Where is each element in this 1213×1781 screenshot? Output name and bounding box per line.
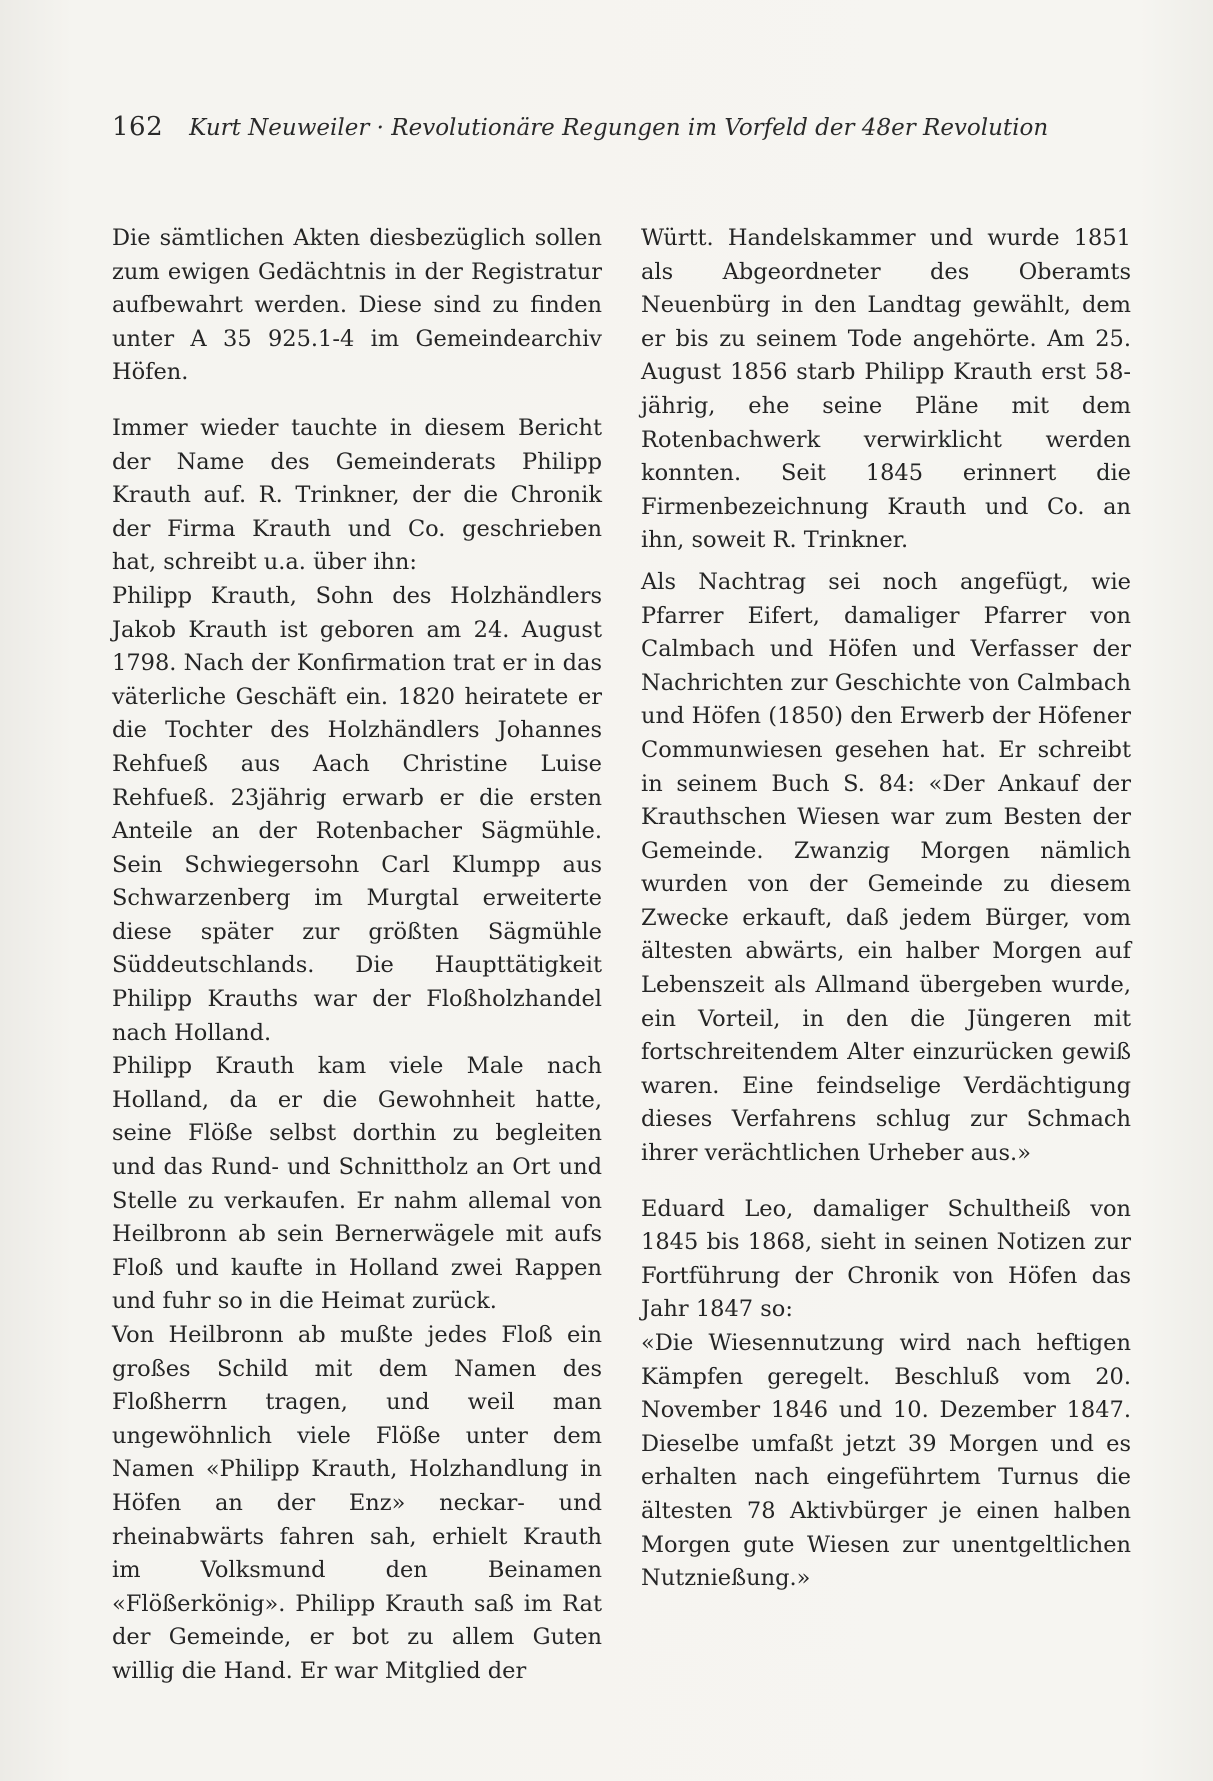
paragraph: «Die Wiesennutzung wird nach heftigen Kämpfen geregelt. Beschluß vom 20. November 1846 und 10. Dezember 1847. Dieselbe umfaßt jetzt 39 Morgen und es erhalten nach eingeführtem Turnus die ältesten 78 Aktivbürger je einen halben Morgen gute Wiesen zur unentgeltlichen Nutznießung.» [641,1330,1131,1592]
paragraph: Eduard Leo, damaliger Schultheiß von 1845 bis 1868, sieht in seinen Notizen zur Fortführung der Chronik von Höfen das Jahr 1847 so: [641,1195,1131,1323]
left-column [112,222,602,1689]
page-number: 162 [112,112,164,142]
page-header [112,112,1112,152]
paragraph: Philipp Krauth kam viele Male nach Holland, da er die Gewohnheit hatte, seine Flöße selbst dorthin zu begleiten und das Rund- und Schnittholz an Ort und Stelle zu verkaufen. Er nahm allemal von Heilbronn ab sein Bernerwägele mit aufs Floß und kaufte in Holland zwei Rappen und fuhr so in die Heimat zurück. [112,1053,602,1315]
running-title: Kurt Neuweiler · Revolutionäre Regungen im Vorfeld der 48er Revolution [189,115,1049,141]
paragraph: Von Heilbronn ab mußte jedes Floß ein großes Schild mit dem Namen des Floßherrn tragen, und weil man ungewöhnlich viele Flöße unter dem Namen «Philipp Krauth, Holzhandlung in Höfen an der Enz» neckar- und rheinabwärts fahren sah, erhielt Krauth im Volksmund den Beinamen «Flößerkönig». Philipp Krauth saß im Rat der Gemeinde, er bot zu allem Guten willig die Hand. Er war Mitglied der [112,1322,602,1684]
paragraph: Philipp Krauth, Sohn des Holzhändlers Jakob Krauth ist geboren am 24. August 1798. Nach der Konfirmation trat er in das väterliche Geschäft ein. 1820 heiratete er die Tochter des Holzhändlers Johannes Rehfueß aus Aach Christine Luise Rehfueß. 23jährig erwarb er die ersten Anteile an der Rotenbacher Sägmühle. Sein Schwiegersohn Carl Klumpp aus Schwarzenberg im Murgtal erweiterte diese später zur größten Sägmühle Süddeutschlands. Die Haupttätigkeit Philipp Krauths war der Floßholzhandel nach Holland. [112,582,602,1046]
paragraph: Immer wieder tauchte in diesem Bericht der Name des Gemeinderats Philipp Krauth auf. R. Trinkner, der die Chronik der Firma Krauth und Co. geschrieben hat, schreibt u.a. über ihn: [112,414,602,576]
right-column [641,222,1131,1596]
paragraph: Die sämtlichen Akten diesbezüglich sollen zum ewigen Gedächtnis in der Registratur aufbewahrt werden. Diese sind zu finden unter A 35 925.1-4 im Gemeindearchiv Höfen. [112,225,602,386]
paragraph: Württ. Handelskammer und wurde 1851 als Abgeordneter des Oberamts Neuenbürg in den Landtag gewählt, dem er bis zu seinem Tode angehörte. Am 25. August 1856 starb Philipp Krauth erst 58-jährig, ehe seine Pläne mit dem Rotenbachwerk verwirklicht werden konnten. Seit 1845 erinnert die Firmenbezeichnung Krauth und Co. an ihn, soweit R. Trinkner. [641,225,1131,554]
paragraph: Als Nachtrag sei noch angefügt, wie Pfarrer Eifert, damaliger Pfarrer von Calmbach und Höfen und Verfasser der Nachrichten zur Geschichte von Calmbach und Höfen (1850) den Erwerb der Höfener Communwiesen gesehen hat. Er schreibt in seinem Buch S. 84: «Der Ankauf der Krauthschen Wiesen war zum Besten der Gemeinde. Zwanzig Morgen nämlich wurden von der Gemeinde zu diesem Zwecke erkauft, daß jedem Bürger, vom ältesten abwärts, ein halber Morgen auf Lebenszeit als Allmand übergeben wurde, ein Vorteil, in den die Jüngeren mit fortschreitendem Alter einzurücken gewiß waren. Eine feindselige Verdächtigung dieses Verfahrens schlug zur Schmach ihrer verächtlichen Urheber aus.» [641,568,1131,1167]
